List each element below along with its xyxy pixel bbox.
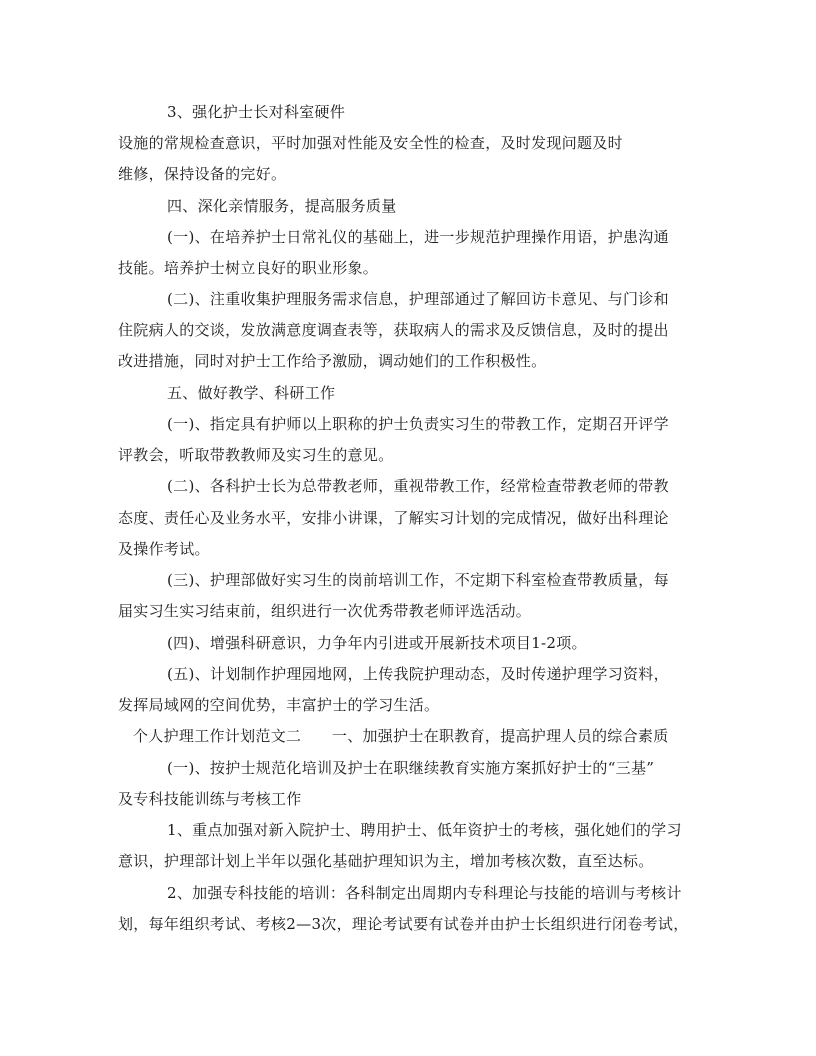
text-line: (二)、注重收集护理服务需求信息，护理部通过了解回访卡意见、与门诊和 xyxy=(167,290,669,308)
text-line: (四)、增强科研意识，力争年内引进或开展新技术项目1-2项。 xyxy=(167,634,587,652)
text-line: 2、加强专科技能的培训：各科制定出周期内专科理论与技能的培训与考核计 xyxy=(167,884,682,902)
text-line: 住院病人的交谈，发放满意度调查表等，获取病人的需求及反馈信息，及时的提出 xyxy=(118,321,669,339)
section-title: 个人护理工作计划范文二 一、加强护士在职教育，提高护理人员的综合素质 xyxy=(133,727,669,745)
text-line: (二)、各科护士长为总带教老师，重视带教工作，经常检查带教老师的带教 xyxy=(167,477,669,495)
text-line: 发挥局域网的空间优势，丰富护士的学习生活。 xyxy=(118,696,440,714)
text-line: 1、重点加强对新入院护士、聘用护士、低年资护士的考核，强化她们的学习 xyxy=(167,821,682,839)
text-line: 届实习生实习结束前，组织进行一次优秀带教老师评选活动。 xyxy=(118,602,532,620)
text-line: 3、强化护士长对科室硬件 xyxy=(167,103,346,121)
text-line: 划，每年组织考试、考核2—3次，理论考试要有试卷并由护士长组织进行闭卷考试， xyxy=(118,915,689,933)
text-line: (三)、护理部做好实习生的岗前培训工作，不定期下科室检查带教质量，每 xyxy=(167,571,669,589)
text-line: 及专科技能训练与考核工作 xyxy=(118,790,302,808)
text-line: 设施的常规检查意识，平时加强对性能及安全性的检查，及时发现问题及时 xyxy=(118,134,623,152)
text-line: 态度、责任心及业务水平，安排小讲课，了解实习计划的完成情况，做好出科理论 xyxy=(118,509,669,527)
text-line: (五)、计划制作护理园地网，上传我院护理动态，及时传递护理学习资料， xyxy=(167,665,669,683)
text-line: 技能。培养护士树立良好的职业形象。 xyxy=(118,259,379,277)
section-heading: 五、做好教学、科研工作 xyxy=(167,384,336,402)
text-line: 及操作考试。 xyxy=(118,540,210,558)
text-line: 维修，保持设备的完好。 xyxy=(118,165,287,183)
text-line: (一)、按护士规范化培训及护士在职继续教育实施方案抓好护士的“三基” xyxy=(167,759,655,777)
section-heading: 四、深化亲情服务，提高服务质量 xyxy=(167,197,397,215)
text-line: (一)、在培养护士日常礼仪的基础上，进一步规范护理操作用语，护患沟通 xyxy=(167,228,669,246)
text-line: 意识，护理部计划上半年以强化基础护理知识为主，增加考核次数，直至达标。 xyxy=(118,852,654,870)
text-line: 改进措施，同时对护士工作给予激励，调动她们的工作积极性。 xyxy=(118,352,547,370)
text-line: (一)、指定具有护师以上职称的护士负责实习生的带教工作，定期召开评学 xyxy=(167,415,669,433)
text-line: 评教会，听取带教教师及实习生的意见。 xyxy=(118,446,394,464)
